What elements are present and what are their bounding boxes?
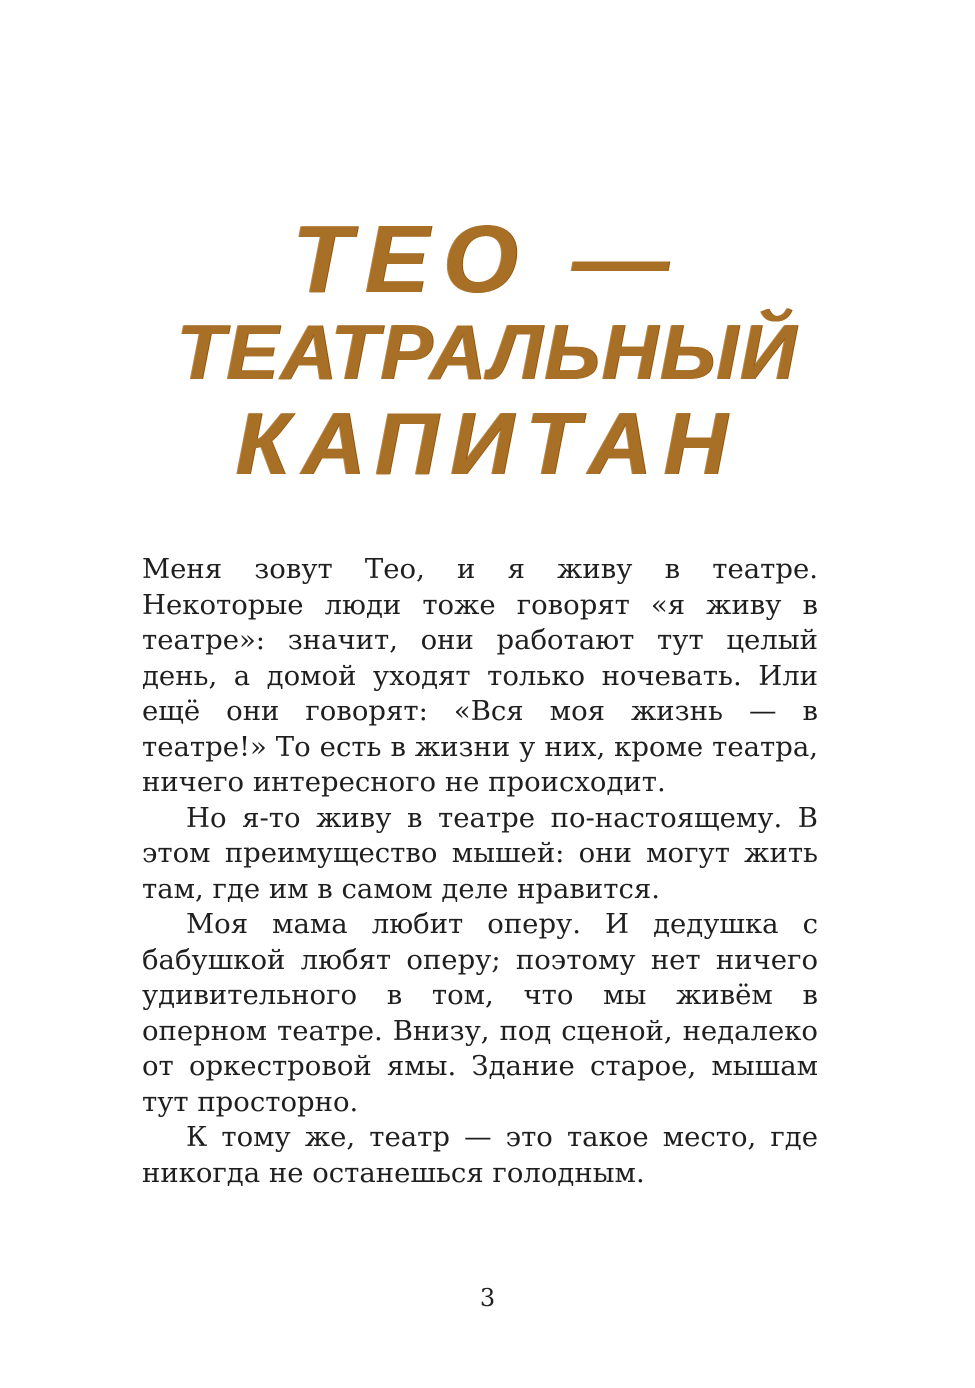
paragraph-3: Моя мама любит оперу. И дедушка с бабушкой любят оперу; поэтому нет ничего удивительного в том, что мы живём в оперном театре. Внизу, под сценой, недалеко от оркестровой ямы. Здание старое, мышам тут просторно. bbox=[142, 908, 818, 1118]
chapter-title-line-2: ТЕАТРАЛЬНЫЙ bbox=[176, 308, 799, 396]
chapter-title-line-1: ТЕО — bbox=[292, 206, 683, 313]
page-number: 3 bbox=[479, 1284, 496, 1312]
paragraph-2: Но я-то живу в театре по-настоящему. В этом преимущество мышей: они могут жить там, где им в самом деле нравится. bbox=[142, 801, 818, 905]
chapter-title-line-3: КАПИТАН bbox=[235, 394, 740, 493]
chapter-title bbox=[150, 208, 825, 518]
chapter-body bbox=[142, 552, 818, 1191]
paragraph-1: Меня зовут Тео, и я живу в театре. Некоторые люди тоже говорят «я живу в театре»: значит, они работают тут целый день, а домой уходят только ночевать. Или ещё они говорят: «Вся моя жизнь — в театре!» То есть в жизни у них, кроме театра, ничего интересного не происходит. bbox=[142, 553, 818, 798]
paragraph-4: К тому же, театр — это такое место, где никогда не останешься голодным. bbox=[142, 1121, 818, 1189]
